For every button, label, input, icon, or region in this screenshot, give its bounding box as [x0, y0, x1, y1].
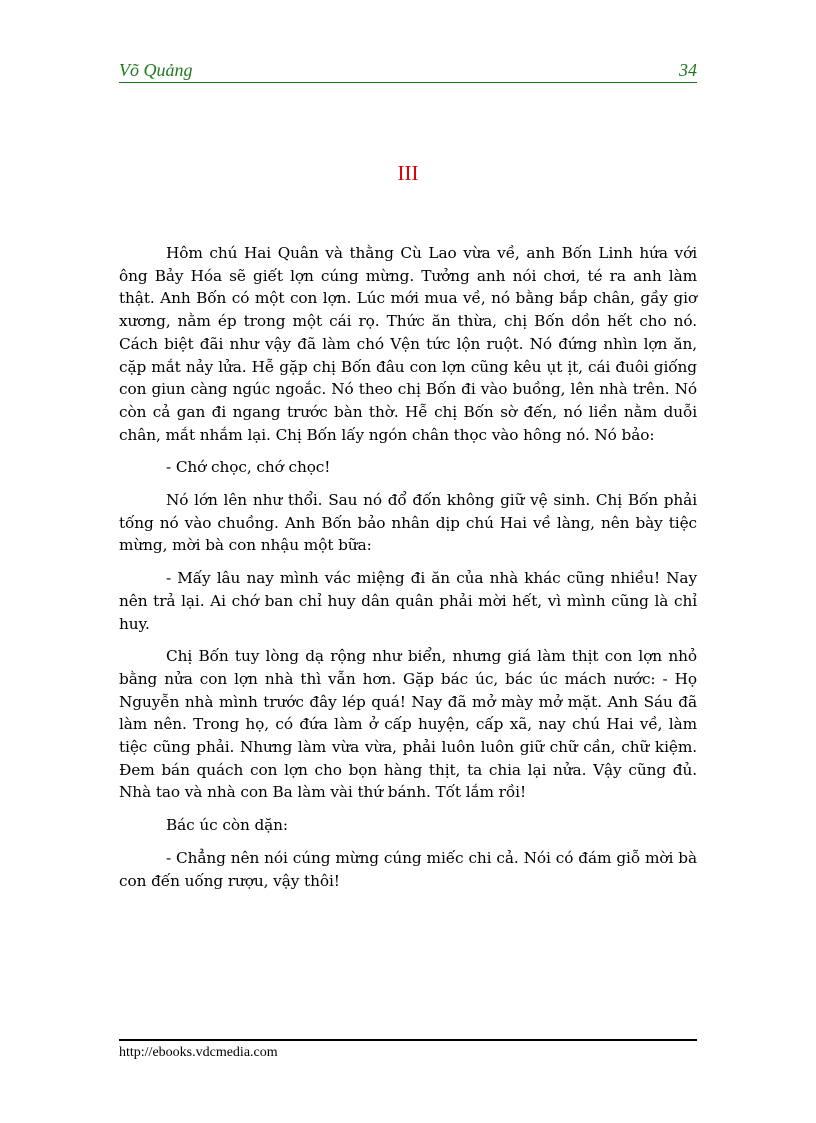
paragraph: Chị Bốn tuy lòng dạ rộng như biển, nhưng giá làm thịt con lợn nhỏ bằng nửa con lợn nhà thì vẫn hơn. Gặp bác úc, bác úc mách nước: - Họ Nguyễn nhà mình trước đây lép quá! Nay đã mở mày mở mặt. Anh Sáu đã làm nên. Trong họ, có đứa làm ở cấp huyện, cấp xã, nay chú Hai về, làm tiệc cũng phải. Nhưng làm vừa vừa, phải luôn luôn giữ chữ cần, chữ kiệm. Đem bán quách con lợn cho bọn hàng thịt, ta chia lại nửa. Vậy cũng đủ. Nhà tao và nhà con Ba làm vài thứ bánh. Tốt lắm rồi!	[119, 647, 697, 802]
page-header	[119, 60, 697, 83]
page-number: 34	[679, 60, 697, 80]
paragraph: Bác úc còn dặn:	[166, 816, 288, 835]
footer-divider	[119, 1039, 697, 1041]
author-name: Võ Quảng	[119, 60, 193, 80]
footer-url: http://ebooks.vdcmedia.com	[119, 1045, 278, 1060]
paragraph: - Chẳng nên nói cúng mừng cúng miếc chi cả. Nói có đám giỗ mời bà con đến uống rượu, vậy thôi!	[119, 848, 697, 890]
paragraph: Nó lớn lên như thổi. Sau nó đổ đốn không giữ vệ sinh. Chị Bốn phải tống nó vào chuồng. Anh Bốn bảo nhân dịp chú Hai về làng, nên bày tiệc mừng, mời bà con nhậu một bữa:	[119, 491, 697, 555]
body-text	[119, 242, 697, 902]
paragraph: - Chớ chọc, chớ chọc!	[166, 458, 331, 477]
paragraph: - Mấy lâu nay mình vác miệng đi ăn của nhà khác cũng nhiều! Nay nên trả lại. Ai chớ ban chỉ huy dân quân phải mời hết, vì mình cũng là chỉ huy.	[119, 569, 697, 633]
chapter-title: III	[397, 161, 419, 185]
paragraph: Hôm chú Hai Quân và thằng Cù Lao vừa về, anh Bốn Linh hứa với ông Bảy Hóa sẽ giết lợn cúng mừng. Tưởng anh nói chơi, té ra anh làm thật. Anh Bốn có một con lợn. Lúc mới mua về, nó bằng bắp chân, gầy giơ xương, nằm ép trong một cái rọ. Thức ăn thừa, chị Bốn dồn hết cho nó. Cách biệt đãi như vậy đã làm chó Vện tức lộn ruột. Nó đứng nhìn lợn ăn, cặp mắt nảy lửa. Hễ gặp chị Bốn đâu con lợn cũng kêu ụt ịt, cái đuôi giống con giun càng ngúc ngoắc. Nó theo chị Bốn đi vào buồng, lên nhà trên. Nó còn cả gan đi ngang trước bàn thờ. Hễ chị Bốn sờ đến, nó liền nằm duỗi chân, mắt nhắm lại. Chị Bốn lấy ngón chân thọc vào hông nó. Nó bảo:	[119, 244, 697, 444]
